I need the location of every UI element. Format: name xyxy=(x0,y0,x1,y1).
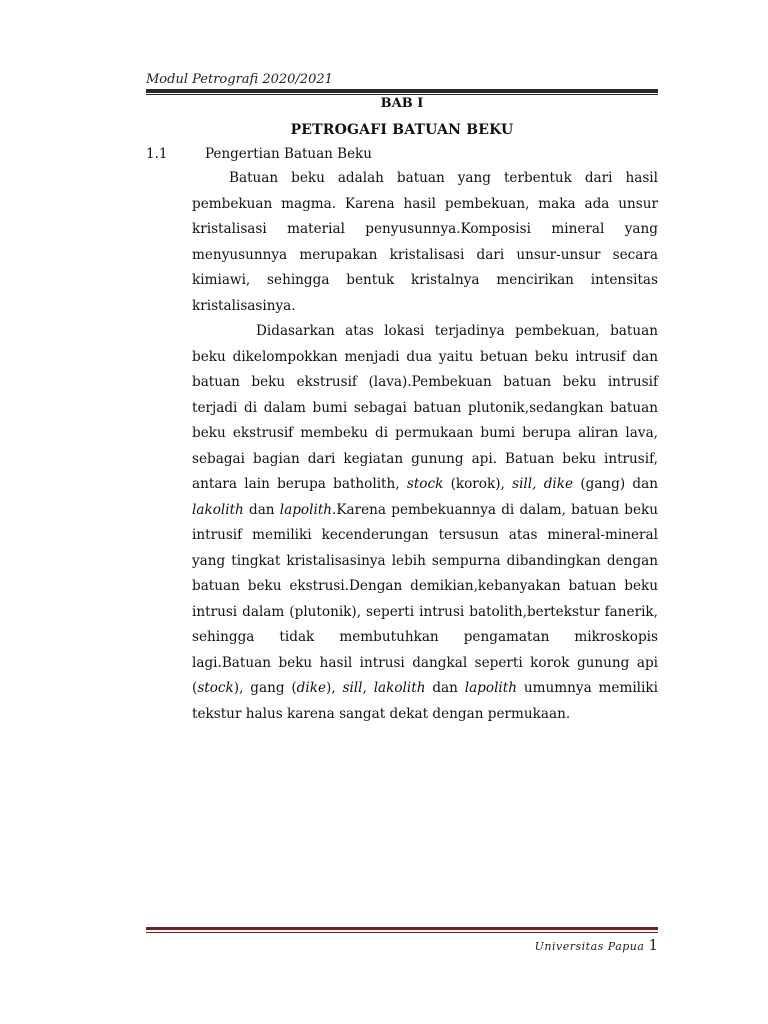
text-run xyxy=(536,476,543,492)
text-run: .Karena pembekuannya di dalam, batuan beku intrusif memiliki kecenderungan tersusun atas mineral-mineral yang tingkat kristalisasinya lebih sempurna dibandingkan dengan batuan beku ekstrusi.Dengan demikian,kebanyakan batuan beku intrusi dalam (plutonik), seperti intrusi batolith,bertekstur fanerik, sehingga tidak membutuhkan pengamatan mikroskopis lagi.Batuan beku hasil intrusi dangkal seperti korok gunung api ( xyxy=(192,501,658,696)
chapter-title: PETROGAFI BATUAN BEKU xyxy=(290,122,514,138)
term-stock: stock xyxy=(406,476,444,492)
term-sill: sill xyxy=(342,680,363,696)
text-run: dan xyxy=(243,501,280,518)
section-title: Pengertian Batuan Beku xyxy=(205,146,372,162)
term-lapolith: lapolith xyxy=(279,501,333,518)
footer-rule-thick xyxy=(146,927,658,930)
paragraph-1: Batuan beku adalah batuan yang terbentuk dari hasil pembekuan magma. Karena hasil pembekuan, maka ada unsur kristalisasi material penyusunnya.Komposisi mineral yang menyusunnya merupakan kristalisasi dari unsur-unsur secara kimiawi, sehingga bentuk kristalnya mencirikan intensitas kristalisasinya. xyxy=(192,170,658,314)
term-lapolith: lapolith xyxy=(464,680,517,696)
page-number: 1 xyxy=(648,936,658,954)
term-dike: dike xyxy=(296,680,327,696)
footer-university: Universitas Papua xyxy=(534,940,645,953)
chapter-number: BAB I xyxy=(380,96,424,111)
term-lakolith: lakolith xyxy=(192,501,244,518)
body-text xyxy=(192,166,658,727)
section-number: 1.1 xyxy=(146,146,168,162)
text-run: umumnya memiliki tekstur halus karena sangat dekat dengan permukaan. xyxy=(192,680,658,722)
header-rule-thin xyxy=(146,94,658,95)
term-dike: dike xyxy=(543,476,574,492)
footer xyxy=(535,936,658,954)
text-run: , xyxy=(362,680,374,696)
term-sill: sill, xyxy=(512,476,537,492)
footer-rule-thin xyxy=(146,932,658,933)
text-run: ), xyxy=(326,680,343,696)
paragraph-2 xyxy=(192,319,658,727)
header-rule-thick xyxy=(146,89,658,93)
text-run: (korok), xyxy=(443,476,513,492)
term-stock: stock xyxy=(197,680,234,696)
text-run: Didasarkan atas lokasi terjadinya pembekuan, batuan beku dikelompokkan menjadi dua yaitu betuan beku intrusif dan batuan beku ekstrusif (lava).Pembekuan batuan beku intrusif terjadi di dalam bumi sebagai batuan plutonik,sedangkan batuan beku ekstrusif membeku di permukaan bumi berupa aliran lava, sebagai bagian dari kegiatan gunung api. Batuan beku intrusif, antara lain berupa batholith, xyxy=(192,323,658,492)
text-run: ), gang ( xyxy=(233,680,297,696)
header-title: Modul Petrografi 2020/2021 xyxy=(146,72,333,87)
text-run: dan xyxy=(425,680,465,696)
text-run: (gang) dan xyxy=(573,476,658,492)
term-lakolith: lakolith xyxy=(373,680,426,696)
